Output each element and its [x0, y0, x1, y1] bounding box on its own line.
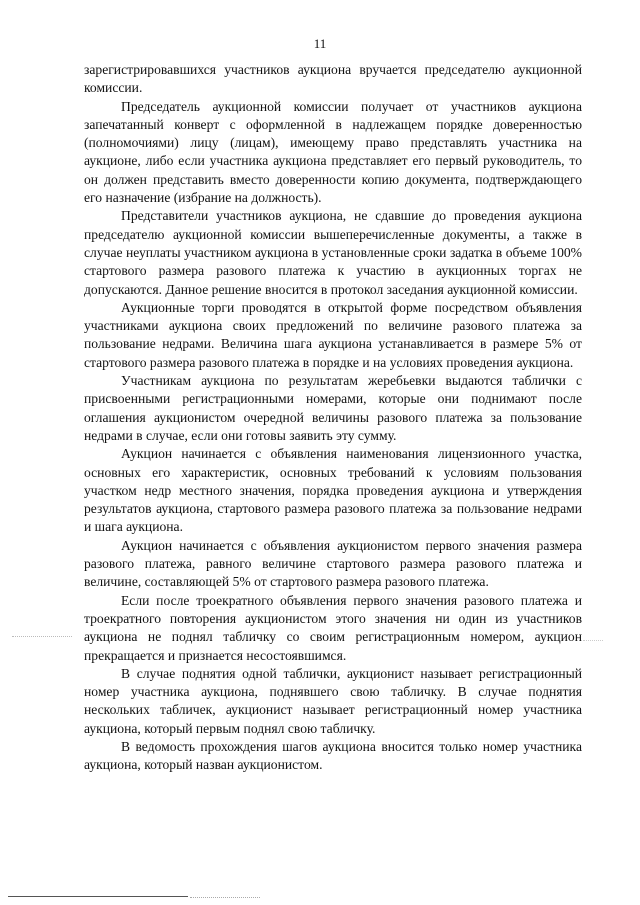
paragraph: Председатель аукционной комиссии получает от участников аукциона запечатанный конверт с оформленной в надлежащем порядке доверенностью (полномочиями) лицу (лицам), имеющему право представлять участника на аукционе, либо если участника аукциона представляет его первый руководитель, то он должен представить вместо доверенности копию документа, подтверждающего его назначение (избрание на должность). [84, 98, 582, 206]
page-number: 11 [313, 36, 327, 51]
paragraph-continuation: зарегистрировавшихся участников аукциона вручается председателю аукционной комиссии. [84, 62, 582, 96]
scan-artifact-right [583, 640, 603, 641]
paragraph: Аукцион начинается с объявления наименования лицензионного участка, основных его характеристик, основных требований к условиям пользования участком недр местного значения, порядка проведения аукциона и утверждения результатов аукциона, стартового размера разового платежа за пользование недрами и шага аукциона. [84, 446, 582, 535]
paragraph: Аукцион начинается с объявления аукционистом первого значения размера разового платежа, равного величине стартового размера разового платежа и величине, составляющей 5% от стартового размера разового платежа. [84, 537, 582, 590]
paragraph: Аукционные торги проводятся в открытой форме посредством объявления участниками аукциона своих предложений по величине разового платежа за пользование недрами. Величина шага аукциона устанавливается в размере 5% от стартового размера разового платежа в порядке и на условиях проведения аукциона. [84, 299, 582, 370]
paragraph: В ведомость прохождения шагов аукциона вносится только номер участника аукциона, который назван аукционистом. [84, 738, 582, 773]
paragraph: Участникам аукциона по результатам жеребьевки выдаются таблички с присвоенными регистрационными номерами, которые они поднимают после оглашения аукционистом очередной величины разового платежа за пользование недрами в случае, если они готовы заявить эту сумму. [84, 373, 582, 443]
paragraph: Если после троекратного объявления первого значения разового платежа и троекратного повторения аукционистом этого значения ни один из участников аукциона не поднял табличку со своим регистрационным номером, аукцион прекращается и признается несостоявшимся. [84, 592, 582, 663]
paragraph: Представители участников аукциона, не сдавшие до проведения аукциона председателю аукционной комиссии вышеперечисленные документы, а также в случае неуплаты участником аукциона в установленные сроки задатка в объеме 100% стартового размера разового платежа к участию в аукционных торгах не допускаются. Данное решение вносится в протокол заседания аукционной комиссии. [84, 208, 582, 297]
document-body [84, 61, 582, 775]
paragraph: В случае поднятия одной таблички, аукционист называет регистрационный номер участника аукциона, поднявшего свою табличку. В случае поднятия нескольких табличек, аукционист называет регистрационный номер участника аукциона, который первым поднял свою табличку. [84, 665, 582, 736]
footer-rule [8, 896, 188, 897]
footer-rule-faint [190, 897, 260, 898]
scan-artifact-left [12, 636, 72, 637]
